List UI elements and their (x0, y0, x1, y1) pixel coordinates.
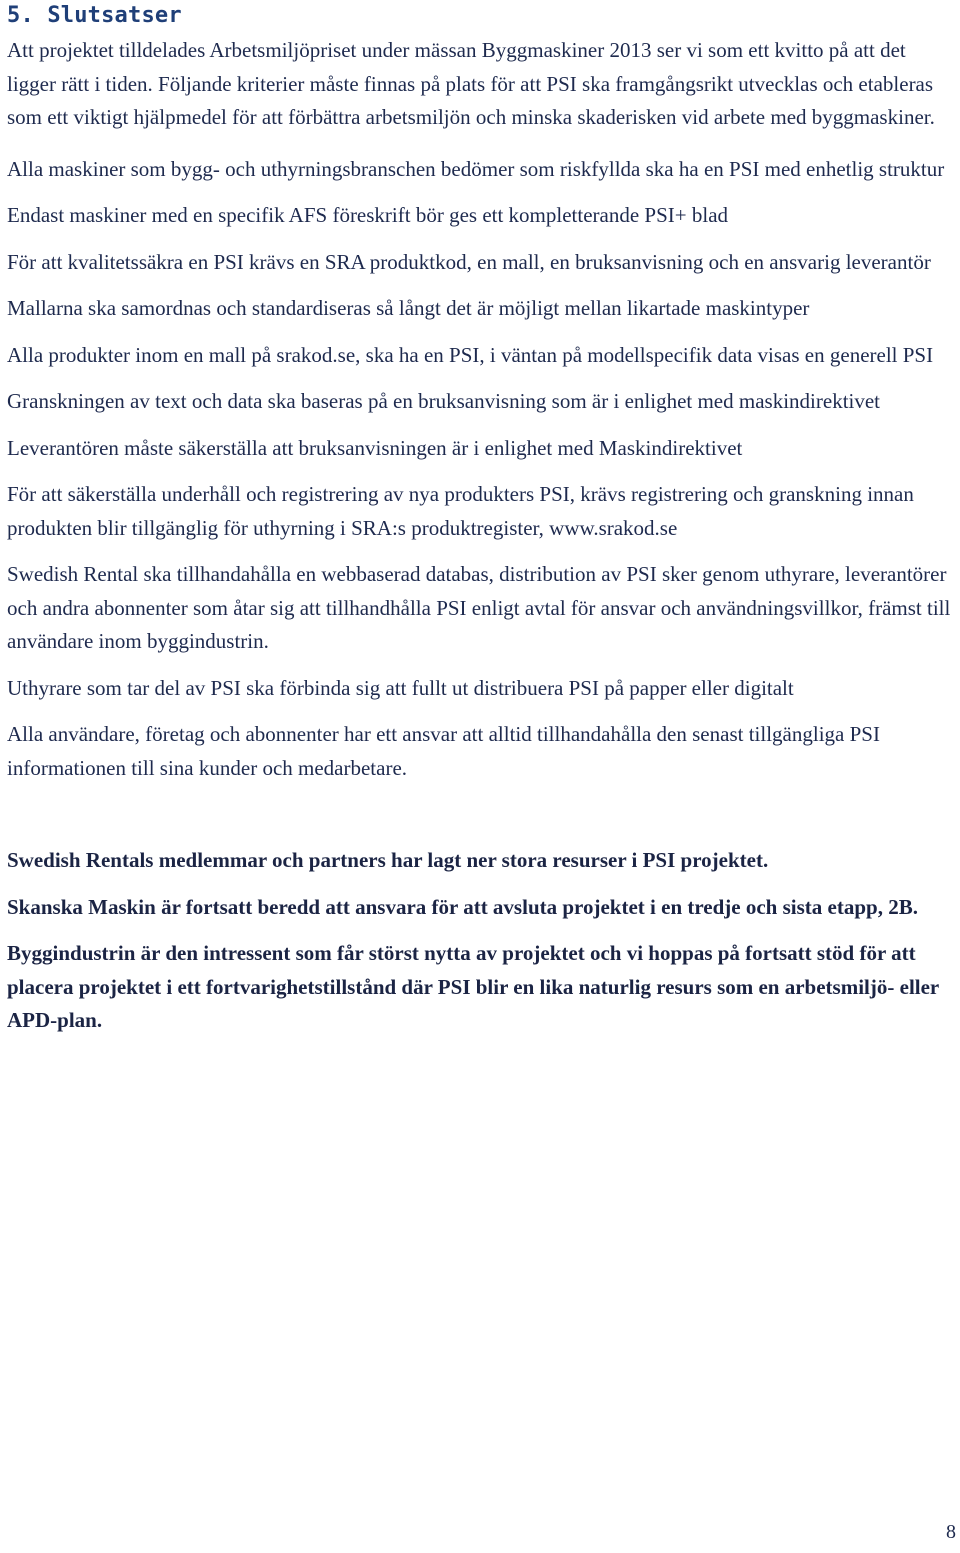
criteria-item: Swedish Rental ska tillhandahålla en webbaserad databas, distribution av PSI sker genom uthyrare, leverantörer och andra abonnenter som åtar sig att tillhandhålla PSI enligt avtal för ansvar och användningsvillkor, främst till användare inom byggindustrin. (7, 562, 951, 653)
closing-paragraph: Skanska Maskin är fortsatt beredd att ansvara för att avsluta projektet i en tredje och sista etapp, 2B. (7, 894, 918, 919)
page-number: 8 (946, 1521, 956, 1543)
criteria-item: Granskningen av text och data ska baseras på en bruksanvisning som är i enlighet med maskindirektivet (7, 389, 881, 413)
criteria-item: Mallarna ska samordnas och standardiseras så långt det är möjligt mellan likartade maskintyper (7, 296, 810, 320)
document-page (7, 0, 957, 1051)
criteria-item: För att säkerställa underhåll och registrering av nya produkters PSI, krävs registrering och granskning innan produkten blir tillgänglig för uthyrning i SRA:s produktregister, www.srakod.se (7, 482, 914, 540)
closing-paragraph: Byggindustrin är den intressent som får störst nytta av projektet och vi hoppas på fortsatt stöd för att placera projektet i ett fortvarighetstillstånd där PSI blir en lika naturlig resurs som en arbetsmiljö- eller APD-plan. (7, 941, 939, 1032)
criteria-item: Uthyrare som tar del av PSI ska förbinda sig att fullt ut distribuera PSI på papper eller digitalt (7, 675, 794, 700)
criteria-item: Alla användare, företag och abonnenter har ett ansvar att alltid tillhandahålla den senast tillgängliga PSI informationen till sina kunder och medarbetare. (7, 722, 880, 780)
criteria-item: Leverantören måste säkerställa att bruksanvisningen är i enlighet med Maskindirektivet (7, 435, 743, 460)
closing-paragraph: Swedish Rentals medlemmar och partners har lagt ner stora resurser i PSI projektet. (7, 848, 769, 872)
intro-paragraph: Att projektet tilldelades Arbetsmiljöpriset under mässan Byggmaskiner 2013 ser vi som ett kvitto på att det ligger rätt i tiden. Följande kriterier måste finnas på plats för att PSI ska framgångsrikt utvecklas och etableras som ett viktigt hjälpmedel för att förbättra arbetsmiljön och minska skaderisken vid arbete med byggmaskiner. (7, 38, 935, 129)
closing-section (7, 844, 957, 1038)
criteria-item: Alla produkter inom en mall på srakod.se, ska ha en PSI, i väntan på modellspecifik data visas en generell PSI (7, 342, 934, 367)
section-heading: 5. Slutsatser (7, 3, 182, 28)
criteria-list (7, 153, 957, 786)
criteria-item: Endast maskiner med en specifik AFS föreskrift bör ges ett kompletterande PSI+ blad (7, 203, 729, 227)
criteria-item: För att kvalitetssäkra en PSI krävs en SRA produktkod, en mall, en bruksanvisning och en ansvarig leverantör (7, 249, 931, 274)
criteria-item: Alla maskiner som bygg- och uthyrningsbranschen bedömer som riskfyllda ska ha en PSI med enhetlig struktur (7, 156, 945, 181)
